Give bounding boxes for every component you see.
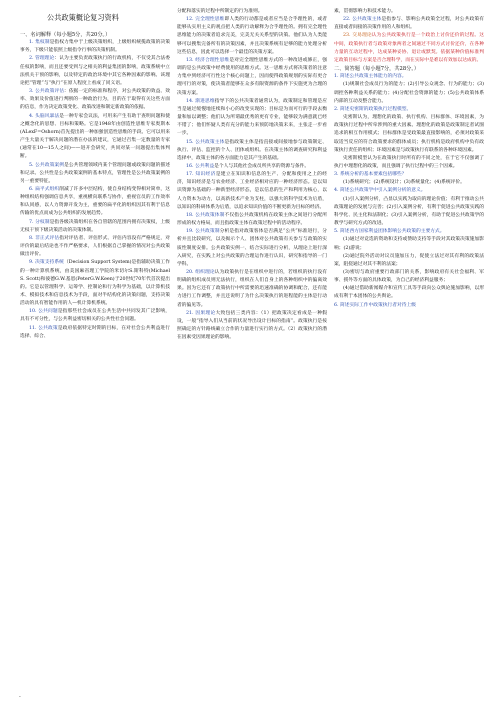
term-entry — [20, 325, 170, 341]
question: 2. 简述史密斯的政策执行过程模型。 — [334, 106, 412, 112]
term-entry — [177, 171, 327, 212]
question: 4. 简述公共政策学中引入案例分析的意义。 — [334, 188, 426, 194]
term-name: 12. 完全理性思维 — [186, 17, 225, 23]
term-definition: 分析是指对政策客体是否满足“公共”标准进行，分析并且比较研究，以及揭示个人、团体对公共政策有关参与与政策的实质性制度安排。公共政策实例一、结合实际进行分析，从理论上进行深入研究，在实践上对公共政策的合理运作进行认识，研究和指导的一门学科。 — [177, 229, 327, 267]
term-entry — [177, 139, 327, 163]
term-definition: 认为政策执行是在组织中进行的，若组织的执行没有明确的组织成员则无法执行，组织在人们自身上的各种组织中的偏离效果。因为它还有了政策执行中所需要的迅速准确的协调和配合，还有能力进行工作调整，并且还说明了为什么决策执行的进程能的主体是行动者的偏见等。 — [177, 270, 327, 308]
term-entry — [177, 16, 327, 57]
section-heading-terms: 一、名词解释（每小题5分，共20分。） — [20, 32, 111, 38]
term-definition: 素，贯彻影响力和技术能力。 — [334, 9, 396, 14]
term-entry — [20, 39, 170, 55]
term-name: 2. 管理理论 — [29, 56, 55, 62]
answer: (1)系统研究；(2)系统设计；(3)系统量化；(4)系统评价。 — [343, 180, 465, 186]
term-entry — [177, 163, 327, 171]
answer: (4)通过借助新闻媒介和宣传工具等手段向公众舆论施加影响，以形成有利于本团体的公共舆论。 — [334, 286, 484, 300]
term-definition: 削减了许多中层结构，使自身结构变得相对简单，这种组织结构强调信息共享，重视横向联系与协作，重视官员的工作效率和认同感，以人力资源开发为主，重要的扁平化的组织因其有利于信息传输的优点而成为公共组织的发展趋势。 — [20, 186, 170, 217]
term-name: 22. 公共政策主体 — [343, 17, 382, 23]
column-1 — [20, 31, 170, 701]
term-definition: 是公共管理领域内某个管理问题或政策问题的描述和记录。公共性是公共政策案例的基本特点，管理性是公共政策案例的另一重要特征。 — [20, 162, 170, 184]
term-entry — [20, 308, 170, 324]
term-name: 21. 因果理论 — [186, 310, 216, 316]
term-entry — [20, 219, 170, 235]
term-definition: 是个人与其他社会成员所共享的资源与条件。 — [214, 163, 310, 169]
question: 1. 简述公共政策主体能力的内容。 — [334, 74, 407, 80]
term-entry — [20, 55, 170, 88]
term-entry — [20, 186, 170, 219]
term-entry — [334, 32, 484, 65]
answer: (3)密切与政府重要行政部门的关系，影响政府有关社会福利、军事、援外等方面的具体政策，为自己的经济利益服务； — [334, 270, 484, 284]
term-name: 13. 经济合理性思维 — [186, 57, 230, 63]
term-entry — [177, 228, 327, 269]
term-name: 4. 头脑风暴法 — [29, 113, 60, 119]
term-definition: 是建立在知识和信息的生产、分配和使用之上的经济，知识经济是与农业经济、工业经济相对应的一种经济形态。是以知识资源为基础的一种新型经济形态，是以信息的生产和利用为核心，以人力资本为动力，以高新技术产业为支柱，以强大的科学技术为后盾，以知识的科研体系为后盾，以追求知识价值的不断更新为目标的经济。 — [177, 172, 327, 210]
term-name: 7. 分权制 — [29, 219, 50, 225]
column-3 — [334, 8, 484, 703]
terms-list-part1 — [20, 39, 170, 341]
term-definition: 指导下的公共决策者通常认为，政策制定和管理是应当是通过缓慢地连续和小心的改变实现的；目标是为而可行的手段去衡量和加以调整；他们认为所谓最优秀的更有专业，能够较为满意就已经不错了；他们怀疑人类有充分的能力来预防地决策未来，主张走一步看一步。 — [177, 98, 327, 137]
terms-list-part2 — [177, 8, 327, 342]
answer: (2)通过院外活动对议员施加压力，促使立法过对其有利的政策法案，阻挠通过对其不利的法案； — [334, 253, 484, 267]
term-entry — [20, 88, 170, 112]
term-entry — [177, 212, 327, 228]
term-definition: 是指各级决策组织在各自管辖的范围内拥有决策权，上级无权干预下级决策活动的决策体制。 — [20, 219, 170, 233]
term-definition: 是对完全理性思维方式的一种改进或修正，强调的是公共政策中经费使用的思维方式。这一思维方式将决策者的注意力集中到经济可行性这个核心问题上，因而使得政策规划的实际有更合理可行的对策，使决策者能够在众多有限资源的条件下实施更为合理的决策方案。 — [177, 57, 327, 96]
column-2 — [177, 8, 327, 703]
term-name: 9. 决策支持系统 — [29, 260, 64, 266]
term-name: 18. 公共政策体制 — [186, 212, 225, 218]
term-definition: 是指政策主体是指直接或间接地参与政策制定、执行、评估、监控的个人、团体或组织。在决策主体的调查研究和利益选择中，政策主体的各方面能力是其产生的基础。 — [177, 139, 327, 161]
answer: (1)通过对竞选的资助和支持或赞助支持等手段对其政策决策施加影响；(2)游说； — [334, 237, 484, 251]
term-entry — [20, 113, 170, 162]
term-name: 6. 扁平式组织 — [29, 186, 60, 192]
term-definition: 是指权力集中于上级决策组织，上级组织统揽政策的决策事务，下级只能依照上级指令行事的决策机制。 — [20, 40, 170, 54]
term-name: 20. 组织理论 — [186, 270, 215, 275]
term-entry — [334, 16, 484, 32]
term-name: 23. 交易理论 — [343, 33, 372, 39]
short-answer-list — [334, 73, 484, 310]
term-definition: 认为公共政策执行是一个政治上讨价还价的过程。这中间，政策执行者与政策对象两者之间通过不同方式讨价还价，在各种力量的互动过程中，达成某种妥协、退让或默契。依据某种价值标准判定政策目标与方案是否合理科学，而在实际中是难以有效加以达成的。 — [334, 33, 484, 63]
term-definition: 是一种专家会议法，可用来产生有助于查明问题和使之概念化的思想、目标和策略。它是1948年由创造性思维专家奥斯本(ALexF=Oshorn)首先提出的一种加强创造性思维的手段。它可以用来产生大量关于解决问题的潜在办法的建议，它通过召集一定数量的专家(通常在10—15人之间)——进开会研究，共同对某一问题提出集体判断。 — [20, 113, 170, 160]
term-definition: 分配和落实的过程中所制定的行为准则。 — [177, 9, 263, 14]
term-name: 14. 渐进思维 — [186, 98, 215, 104]
term-name: 15. 公共政策主体 — [186, 139, 225, 145]
term-entry — [177, 8, 327, 16]
term-definition: ：认为主要负责政策执行的行政机构，不仅受其合法委任权的影响，而且还要受到与之相关的利益集团的影响，政策系统中立法机关干预的影响，以及特定的政治环境中其它各种因素的影响。该理论把“管理”与“执行”在原人程度上看成了同义语。 — [20, 56, 170, 86]
term-definition: （Decision Support System)是指辅助决策工作的一种计算机系统，由美国麻省理工学院的米切尔S.斯科特(Michael S. Scott)和彼德G.W.基恩(PeterG.W.Keen)于20世纪70年代首次提出的。它是以管理科学、运筹学、控制论和行为科学为基础，以计算机技术、模拟技术和信息技术为手段，面对半结构化的决策问题，支持决策活动的具有智能作用的人—机计算机系统。 — [20, 260, 170, 307]
term-name: 10. 公共问题 — [29, 309, 58, 315]
page-mark: · — [19, 694, 21, 701]
term-definition: 不仅指公共政策机构在政策主体之间进行分配所形成的权力格局，而且指政策主体在政策过程中的活动程序。 — [177, 212, 327, 227]
term-entry — [20, 162, 170, 186]
term-definition: 指对评估者、评估形式、评估内容没有严格规定，对评价的最后结论也不作严格要求，人们根据自己掌握的情况对公共政策做出评价。 — [20, 235, 170, 258]
term-definition: ：依据一定的标准和程序，对公共政策的效益、效率、效果及价值进行判断的一种政治行为，目的在于取得有关这些方面的信息，作为决定政策变化、政策改进和制定新政策的依据。 — [20, 89, 170, 111]
term-name: 1. 集权制 — [29, 40, 50, 46]
term-name: 8. 非正式评估 — [29, 235, 60, 241]
term-name: 5. 公共政策案例 — [29, 162, 65, 168]
term-definition: 是指参与、影响公共政策全过程，对公共政策有直接或者间接的决策作用的人和组织。 — [334, 17, 484, 31]
term-entry — [177, 310, 327, 343]
answer: 史密斯模型认为在政策执行时所有的不同之处，在于它不仅强调了执行中理想化的政策，而且强调了执行过程中的三个因素。 — [334, 155, 484, 169]
term-entry — [177, 57, 327, 98]
answer: (1)规制社会成员行为的能力；(2)引导公众观念、行为的能力；(3)调控各种利益关系的能力；(4)分配社会资源的能力；(5)公共政策体系内部的互动及整合能力。 — [334, 82, 484, 104]
term-name: 17. 知识经济 — [186, 172, 216, 178]
term-name: 16. 公共利益 — [186, 163, 215, 169]
term-entry — [177, 98, 327, 139]
answer: 史密斯认为，理想化的政策、执行机构、目标群体、环境因素，为政策执行过程中所牵涉到的重大因素。理想化的政策是政策制定者试图追求的相互作用模式；目标群体是受政策最直接影响的，必须对政策采取适当反应的符合政策要求的群体成员；执行机构是政府机构中负有政策执行责任的组织；环境因素是与政策执行有联系的各种环境因素。 — [334, 115, 484, 153]
answer: (1)引入案例分析，凸显以实践为取向的理论价值；有利于推动公共政策理论的发展与完善；(2)引入案例分析，有利于促进公共政策实践的科学化、民主化和法制化；(3)引入案例分析，有助于促进公共政策学的教学与研究方式的改进。 — [334, 196, 484, 227]
section-heading-short-answer: 二、简答题（每小题7分，共28分。） — [334, 66, 420, 73]
question: 6. 简述实际工作中政策执行者对待上级 — [334, 302, 417, 308]
question: 5. 简述西方国家利益团体影响公共政策的主要方式。 — [334, 229, 445, 235]
terms-list-part3 — [334, 8, 484, 65]
term-entry — [20, 235, 170, 259]
term-entry — [334, 8, 484, 16]
term-name: 19. 公共政策制 — [186, 229, 220, 235]
question: 3. 系统分析的基本要素包括哪些？ — [334, 172, 407, 178]
term-definition: 大致包括三类内容：（1）把政策决定看成是一种假设，一般“指导入们从当前的状况导出设计目标的指南”。政策执行是按照确定的方针路线确立合作的力量进行实行的方式。（2）政策执行的潜在因素受因果理论的影响。 — [177, 310, 327, 341]
term-entry — [177, 269, 327, 310]
term-entry — [20, 259, 170, 308]
term-definition: 即人类的行动都是或者应当是合乎理性的，或者能够从实用主义的观点把人类的行动解释为合乎理性的。拥有完全理性思维能力的决策者追求完美，完美无关关系型的决策。他们认为人类能够可以搜集完备所有的决策因素，并且决策系统有足够的能力处理分析这些信息，因此可以选择一个最佳的决策方案。 — [177, 17, 327, 55]
term-definition: 是指那些社会成员在公共生活中共同发其广泛影响，具有不可分性，与公共利益密切相关的公共性社会问题。 — [20, 309, 170, 323]
term-name: 11. 公共政策 — [29, 325, 58, 331]
document-title: 公共政策概论复习资料 — [47, 13, 119, 22]
term-definition: 是政府依据特定时期的目标，在对社会公共利益进行选择、综合、 — [20, 325, 170, 339]
term-name: 3. 公共政策评估 — [29, 89, 65, 95]
